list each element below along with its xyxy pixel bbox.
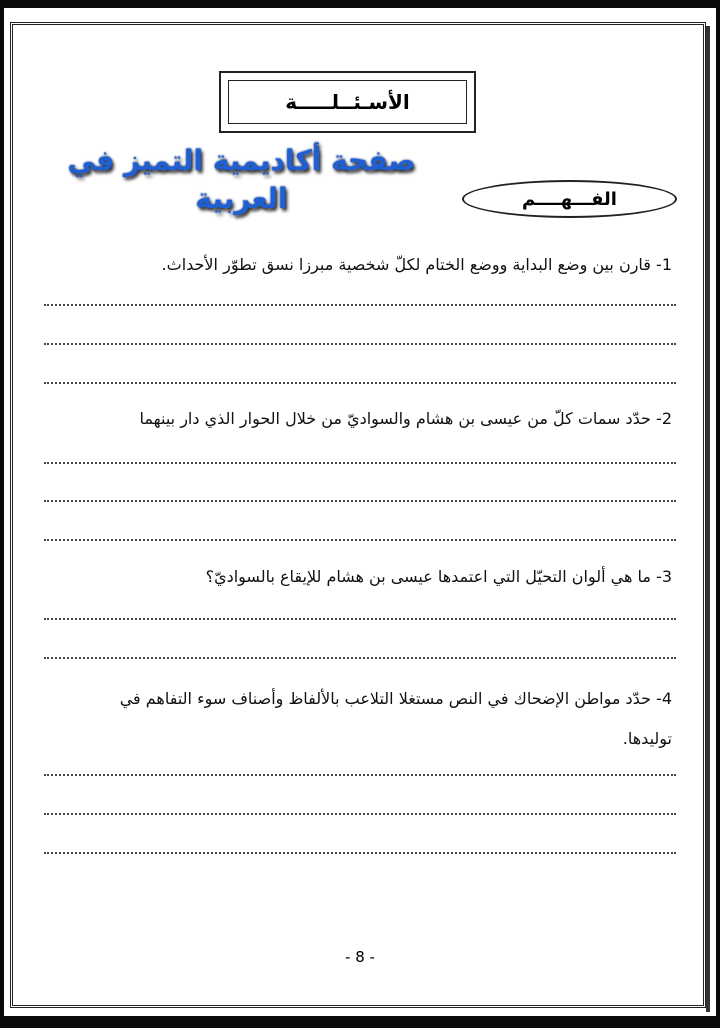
answer-line[interactable] — [44, 500, 676, 502]
question-1: 1- قارن بين وضع البداية ووضع الختام لكلّ شخصية مبرزا نسق تطوّر الأحداث. — [161, 255, 672, 274]
answer-line[interactable] — [44, 657, 676, 659]
brand-watermark — [34, 142, 449, 218]
question-3: 3- ما هي ألوان التحيّل التي اعتمدها عيسى بن هشام للإيقاع بالسواديّ؟ — [205, 567, 672, 586]
page-number: - 8 - — [345, 948, 375, 966]
answer-line[interactable] — [44, 852, 676, 854]
worksheet-page — [4, 8, 716, 1016]
section-label: الفـــهــــم — [462, 180, 677, 218]
brand-line-1: صفحة أكاديمية التميز في — [67, 144, 416, 177]
answer-line[interactable] — [44, 343, 676, 345]
answer-line[interactable] — [44, 382, 676, 384]
answer-line[interactable] — [44, 774, 676, 776]
answer-line[interactable] — [44, 304, 676, 306]
answer-line[interactable] — [44, 813, 676, 815]
question-2: 2- حدّد سمات كلّ من عيسى بن هشام والسواديّ من خلال الحوار الذي دار بينهما — [139, 409, 672, 428]
answer-line[interactable] — [44, 462, 676, 464]
answer-line[interactable] — [44, 539, 676, 541]
brand-line-2: العربية — [195, 182, 288, 215]
question-4-continued: توليدها. — [622, 729, 672, 748]
page-border-shadow — [706, 26, 710, 1012]
question-4: 4- حدّد مواطن الإضحاك في النص مستغلا التلاعب بالألفاظ وأصناف سوء التفاهم في — [119, 689, 672, 708]
page-title: الأسـئــلـــــة — [228, 80, 467, 124]
answer-line[interactable] — [44, 618, 676, 620]
title-box — [219, 71, 476, 133]
